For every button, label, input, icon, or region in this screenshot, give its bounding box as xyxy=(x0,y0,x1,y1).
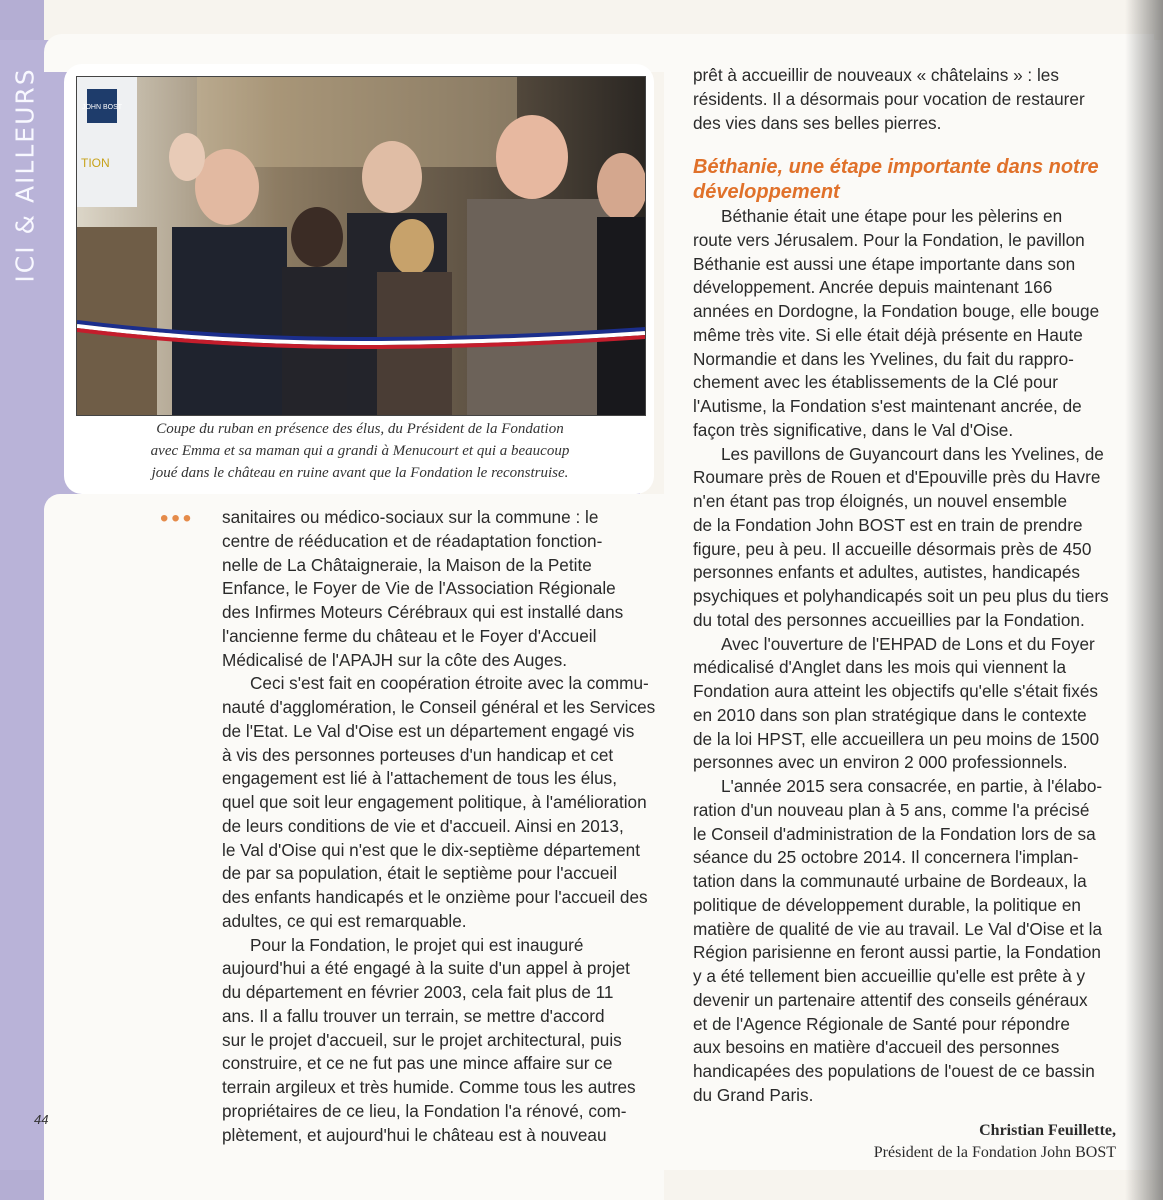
text-line: y a été tellement bien accueillie qu'elle est prête à y xyxy=(693,966,1086,986)
signature-block xyxy=(874,1120,1116,1164)
text-line: tation dans la communauté urbaine de Bordeaux, la xyxy=(693,871,1087,891)
text-line: de la loi HPST, elle accueillera un peu moins de 1500 xyxy=(693,728,1100,749)
signature-title: Président de la Fondation John BOST xyxy=(873,1144,1116,1161)
continuation-dots: ••• xyxy=(160,505,195,532)
logo-text: JOHN BOST xyxy=(81,104,123,111)
right-intro xyxy=(693,64,1123,135)
text-line: n'en étant pas trop éloignés, un nouvel ensemble xyxy=(693,491,1068,511)
text-line: adultes, ce qui est remarquable. xyxy=(222,910,467,931)
text-line: le Val d'Oise qui n'est que le dix-septième département xyxy=(222,839,641,860)
photo-caption xyxy=(76,418,644,490)
text-line: psychiques et polyhandicapés soit un peu plus du tiers xyxy=(693,586,1109,606)
text-line: de l'Etat. Le Val d'Oise est un département engagé vis xyxy=(222,720,635,741)
text-line: Médicalisé de l'APAJH sur la côte des Auges. xyxy=(222,649,567,670)
section-subheading xyxy=(693,155,1123,205)
text-line: nauté d'agglomération, le Conseil général et les Services xyxy=(222,697,656,717)
text-line: Région parisienne en feront aussi partie, la Fondation xyxy=(693,942,1101,963)
section-label-tab xyxy=(10,35,40,315)
text-line: Béthanie est aussi une étape importante dans son xyxy=(693,253,1076,274)
text-line: construire, et ce ne fut pas une mince affaire sur ce xyxy=(222,1053,613,1074)
text-line: engagement est lié à l'attachement de tous les élus, xyxy=(222,768,618,789)
text-line: médicalisé d'Anglet dans les mois qui viennent la xyxy=(693,657,1067,678)
text-line: développement. Ancrée depuis maintenant 166 xyxy=(693,277,1053,298)
text-line: à vis des personnes porteuses d'un handicap et cet xyxy=(222,744,614,765)
caption-line: joué dans le château en ruine avant que la Fondation le reconstruise. xyxy=(151,465,569,481)
text-line: Normandie et dans les Yvelines, du fait du rappro- xyxy=(693,348,1074,369)
text-line: l'ancienne ferme du château et le Foyer d'Accueil xyxy=(222,625,597,646)
text-line: plètement, et aujourd'hui le château est à nouveau xyxy=(222,1124,607,1145)
text-line: du Grand Paris. xyxy=(693,1084,814,1105)
text-line: figure, peu à peu. Il accueille désormais près de 450 xyxy=(693,538,1092,559)
text-line: prêt à accueillir de nouveaux « châtelains » : les xyxy=(693,65,1059,85)
text-line: nelle de La Châtaigneraie, la Maison de la Petite xyxy=(222,554,592,575)
text-line: Fondation aura atteint les objectifs qu'elle s'était fixés xyxy=(693,681,1098,701)
text-line: Enfance, le Foyer de Vie de l'Association Régionale xyxy=(222,578,616,599)
text-line: matière de qualité de vie au travail. Le Val d'Oise et la xyxy=(693,918,1103,939)
text-line: politique de développement durable, la politique en xyxy=(693,894,1081,915)
text-line: du département en février 2003, cela fait plus de 11 xyxy=(222,982,614,1002)
text-line: de la Fondation John BOST est en train de prendre xyxy=(693,514,1083,535)
text-line: en 2010 dans son plan stratégique dans le contexte xyxy=(693,704,1087,725)
text-line: sur le projet d'accueil, sur le projet architectural, puis xyxy=(222,1029,622,1050)
text-line: propriétaires de ce lieu, la Fondation l'a rénové, com- xyxy=(222,1100,627,1121)
text-line: et de l'Agence Régionale de Santé pour répondre xyxy=(693,1013,1070,1034)
text-line: Béthanie était une étape pour les pèlerins en xyxy=(721,206,1063,226)
subheading-line: Béthanie, une étape importante dans notre xyxy=(693,156,1099,178)
text-line: ans. Il a fallu trouver un terrain, se mettre d'accord xyxy=(222,1005,605,1026)
text-line: de leurs conditions de vie et d'accueil. Ainsi en 2013, xyxy=(222,815,624,836)
text-line: ration d'un nouveau plan à 5 ans, comme l'a précisé xyxy=(693,799,1090,820)
caption-line: avec Emma et sa maman qui a grandi à Menucourt et qui a beaucoup xyxy=(150,443,570,459)
text-line: aux besoins en matière d'accueil des personnes xyxy=(693,1037,1060,1058)
ribbon-cutting-photo xyxy=(76,76,646,416)
text-line: séance du 25 octobre 2014. Il concernera l'implan- xyxy=(693,847,1079,868)
text-line: quel que soit leur engagement politique, à l'amélioration xyxy=(222,792,647,812)
text-line: façon très significative, dans le Val d'Oise. xyxy=(693,419,1014,440)
text-line: chement avec les établissements de la Clé pour xyxy=(693,372,1058,393)
text-line: Pour la Fondation, le projet qui est inauguré xyxy=(250,934,584,955)
text-line: Ceci s'est fait en coopération étroite avec la commu- xyxy=(250,673,649,694)
text-line: des enfants handicapés et le onzième pour l'accueil des xyxy=(222,887,648,907)
text-line: années en Dordogne, la Fondation bouge, elle bouge xyxy=(693,301,1100,321)
text-line: de par sa population, était le septième pour l'accueil xyxy=(222,863,618,884)
binding-shadow xyxy=(1125,0,1163,1200)
text-line: sanitaires ou médico-sociaux sur la commune : le xyxy=(222,507,599,527)
caption-line: Coupe du ruban en présence des élus, du Président de la Fondation xyxy=(156,421,564,437)
text-line: devenir un partenaire attentif des conseils généraux xyxy=(693,989,1088,1010)
text-line: Roumare près de Rouen et d'Epouville près du Havre xyxy=(693,467,1101,488)
text-line: des vies dans ses belles pierres. xyxy=(693,112,942,133)
section-label: ICI & AILLEURS xyxy=(10,67,40,283)
text-line: centre de rééducation et de réadaptation fonction- xyxy=(222,530,603,551)
text-line: personnes avec un environ 2 000 professionnels. xyxy=(693,752,1068,773)
text-line: l'Autisme, la Fondation s'est maintenant ancrée, de xyxy=(693,396,1082,416)
text-line: aujourd'hui a été engagé à la suite d'un appel à projet xyxy=(222,958,630,979)
right-text-column xyxy=(693,205,1123,1108)
text-line: résidents. Il a désormais pour vocation de restaurer xyxy=(693,88,1085,109)
subheading-line: développement xyxy=(693,181,840,203)
signature-name: Christian Feuillette, xyxy=(979,1122,1116,1139)
text-line: handicapées des populations de l'ouest de ce bassin xyxy=(693,1061,1095,1081)
text-line: Avec l'ouverture de l'EHPAD de Lons et du Foyer xyxy=(721,633,1095,654)
text-line: du total des personnes accueillies par la Fondation. xyxy=(693,609,1085,630)
text-line: terrain argileux et très humide. Comme tous les autres xyxy=(222,1077,636,1097)
text-line: même très vite. Si elle était déjà présente en Haute xyxy=(693,324,1083,345)
banner-text: TION xyxy=(81,156,110,170)
text-line: personnes enfants et adultes, autistes, handicapés xyxy=(693,562,1080,583)
text-line: Les pavillons de Guyancourt dans les Yvelines, de xyxy=(721,443,1104,464)
text-line: le Conseil d'administration de la Fondation lors de sa xyxy=(693,823,1096,844)
photo-illustration xyxy=(77,77,645,415)
page-number: 44 xyxy=(34,1112,49,1127)
text-line: L'année 2015 sera consacrée, en partie, à l'élabo- xyxy=(721,776,1103,796)
left-text-column xyxy=(222,506,656,1147)
text-line: des Infirmes Moteurs Cérébraux qui est installé dans xyxy=(222,602,624,622)
text-line: route vers Jérusalem. Pour la Fondation, le pavillon xyxy=(693,229,1085,250)
